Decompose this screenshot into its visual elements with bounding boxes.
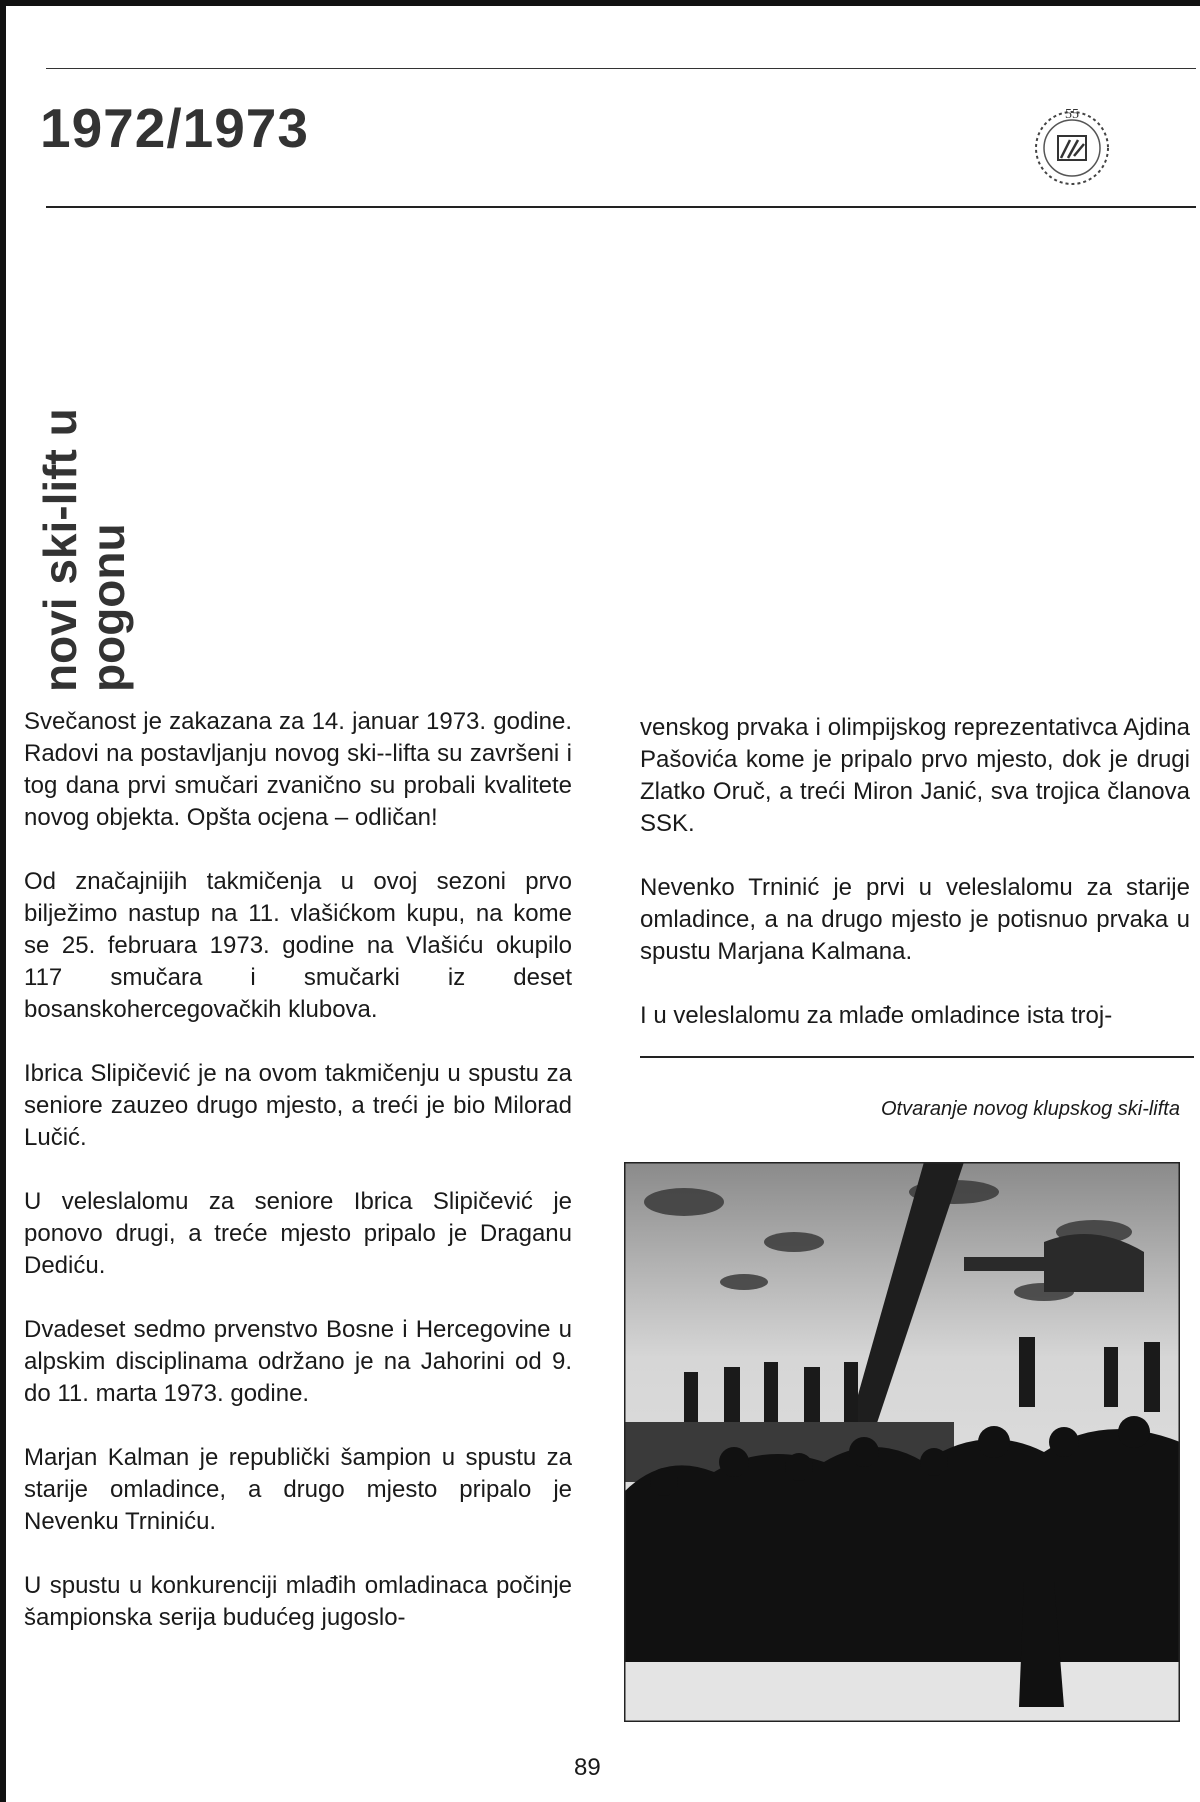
paragraph: Ibrica Slipičević je na ovom takmičenju u spustu za seniore zauzeo drugo mjesto, a treći je bio Milorad Lučić. xyxy=(24,1060,572,1151)
paragraph: Nevenko Trninić je prvi u veleslalomu za starije omladince, a na drugo mjesto je potisnuo prvaka u spustu Marjana Kalmana. xyxy=(640,874,1190,965)
article-title-line-2: pogonu xyxy=(82,523,134,692)
ski-lift-opening-photo xyxy=(624,1162,1180,1722)
paragraph: Marjan Kalman je republički šampion u spustu za starije omladince, a drugo mjesto pripalo je Nevenku Trniniću. xyxy=(24,1444,572,1535)
paragraph: Od značajnijih takmičenja u ovoj sezoni prvo bilježimo nastup na 11. vlašićkom kupu, na kome se 25. februara 1973. godine na Vlašiću okupilo 117 smučara i smučarki iz deset bosanskohercegovačkih klubova. xyxy=(24,868,572,1023)
scan-border-left xyxy=(0,0,6,1802)
article-title-line-1: novi ski-lift u xyxy=(34,408,86,692)
page-number: 89 xyxy=(574,1754,601,1781)
header-top-rule xyxy=(46,68,1196,69)
photo-caption: Otvaranje novog klupskog ski-lifta xyxy=(880,1098,1180,1120)
paragraph: I u veleslalomu za mlađe omladince ista troj- xyxy=(640,1002,1113,1029)
caption-divider xyxy=(640,1056,1194,1058)
paragraph: U veleslalomu za seniore Ibrica Slipičević je ponovo drugi, a treće mjesto pripalo je Draganu Dediću. xyxy=(24,1188,572,1279)
paragraph: Dvadeset sedmo prvenstvo Bosne i Hercegovine u alpskim disciplinama održano je na Jahorini od 9. do 11. marta 1973. godine. xyxy=(24,1316,572,1407)
club-emblem-logo xyxy=(1030,104,1114,188)
page-year-heading: 1972/1973 xyxy=(40,97,309,159)
emblem-number: 55 xyxy=(1065,107,1079,122)
right-text-column xyxy=(640,712,1190,1064)
paragraph: Svečanost je zakazana za 14. januar 1973. godine. Radovi na postavljanju novog ski--lifta su završeni i tog dana prvi smučari zvanično su probali kvalitete novog objekta. Opšta ocjena – odličan! xyxy=(24,708,572,831)
header-bottom-rule xyxy=(46,206,1196,208)
paragraph: U spustu u konkurenciji mlađih omladinaca počinje šampionska serija budućeg jugoslo- xyxy=(24,1572,572,1631)
paragraph: venskog prvaka i olimpijskog reprezentativca Ajdina Pašovića kome je pripalo prvo mjesto, dok je drugi Zlatko Oruč, a treći Miron Janić, sva trojica članova SSK. xyxy=(640,714,1190,837)
scan-border-top xyxy=(0,0,1200,6)
left-text-column xyxy=(24,706,572,1666)
article-title-vertical xyxy=(36,332,396,692)
